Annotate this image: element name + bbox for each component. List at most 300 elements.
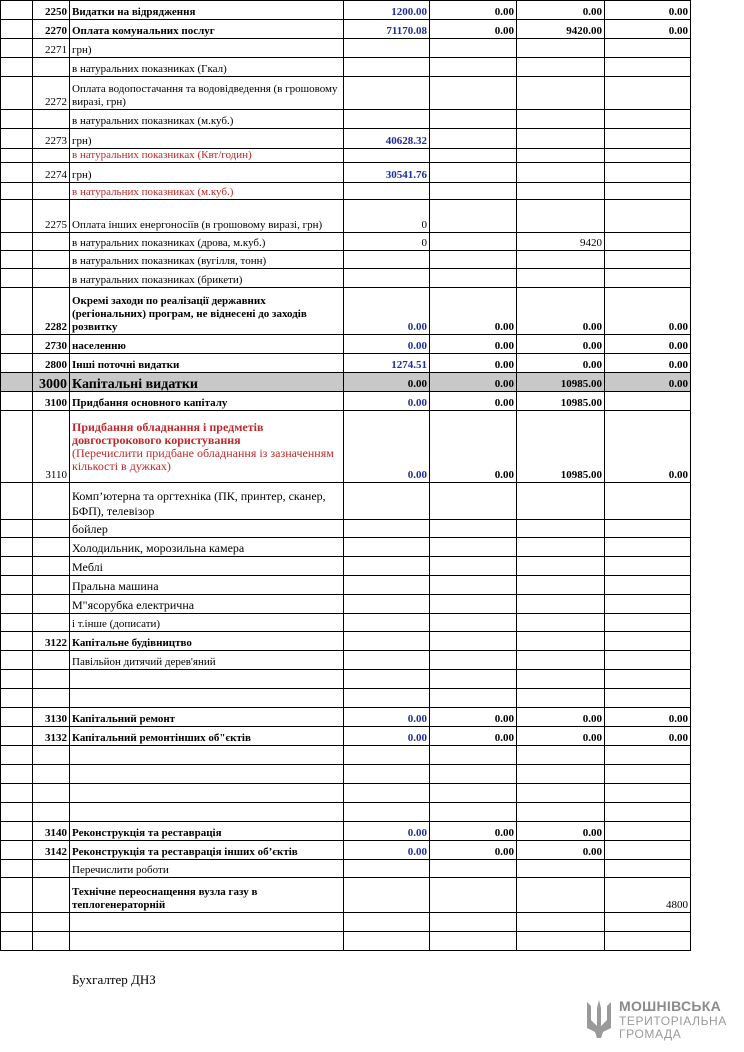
table-row	[1, 373, 691, 392]
row-spacer-cell	[1, 20, 33, 39]
code-cell: 2272	[33, 77, 70, 110]
code-cell	[33, 483, 70, 520]
value-cell-2	[430, 483, 517, 520]
name-cell: Реконструкція та реставрація інших об’єктів	[70, 841, 344, 860]
code-cell: 3140	[33, 822, 70, 841]
logo-line-3: ГРОМАДА	[619, 1027, 682, 1041]
value-cell-1	[344, 557, 430, 576]
value-cell-2	[430, 651, 517, 670]
value-cell-3	[517, 784, 605, 803]
table-row	[1, 77, 691, 110]
name-cell: Капітальне будівництво	[70, 632, 344, 651]
code-cell	[33, 614, 70, 632]
value-cell-2	[430, 878, 517, 913]
value-cell-4	[605, 538, 691, 557]
value-cell-1: 1200.00	[344, 1, 430, 20]
name-cell: Павільйон дитячий дерев'яний	[70, 651, 344, 670]
value-cell-1: 0	[344, 233, 430, 251]
code-cell	[33, 746, 70, 765]
code-cell	[33, 251, 70, 269]
code-cell: 2270	[33, 20, 70, 39]
code-cell: 2282	[33, 288, 70, 335]
code-cell	[33, 932, 70, 951]
code-cell	[33, 233, 70, 251]
value-cell-4	[605, 233, 691, 251]
row-spacer-cell	[1, 129, 33, 149]
code-cell: 3122	[33, 632, 70, 651]
value-cell-3	[517, 803, 605, 822]
table-row	[1, 163, 691, 183]
row-spacer-cell	[1, 913, 33, 932]
name-cell: Капітальний ремонт	[70, 708, 344, 727]
value-cell-3: 0.00	[517, 335, 605, 354]
row-spacer-cell	[1, 576, 33, 595]
value-cell-1	[344, 860, 430, 878]
row-spacer-cell	[1, 58, 33, 77]
table-row	[1, 708, 691, 727]
row-spacer-cell	[1, 110, 33, 129]
name-cell: Технічне переоснащення вузла газу в теплогенераторній	[70, 878, 344, 913]
name-cell	[70, 411, 344, 483]
name-cell: Реконструкція та реставрація	[70, 822, 344, 841]
name-cell	[70, 784, 344, 803]
value-cell-3	[517, 765, 605, 784]
value-cell-4	[605, 520, 691, 538]
value-cell-1	[344, 595, 430, 614]
value-cell-1: 30541.76	[344, 163, 430, 183]
name-cell: Інші поточні видатки	[70, 354, 344, 373]
name-cell: Меблі	[70, 557, 344, 576]
value-cell-1	[344, 538, 430, 557]
value-cell-2: 0.00	[430, 392, 517, 411]
value-cell-4	[605, 841, 691, 860]
code-cell	[33, 269, 70, 288]
row-spacer-cell	[1, 932, 33, 951]
code-cell	[33, 576, 70, 595]
value-cell-4: 0.00	[605, 411, 691, 483]
value-cell-1	[344, 520, 430, 538]
table-row	[1, 392, 691, 411]
value-cell-1: 0.00	[344, 822, 430, 841]
value-cell-2	[430, 689, 517, 708]
value-cell-2: 0.00	[430, 841, 517, 860]
code-cell	[33, 913, 70, 932]
value-cell-4: 4800	[605, 878, 691, 913]
table-row	[1, 288, 691, 335]
value-cell-4: 0.00	[605, 1, 691, 20]
code-cell	[33, 595, 70, 614]
code-cell	[33, 58, 70, 77]
name-cell: Видатки на відрядження	[70, 1, 344, 20]
table-row	[1, 269, 691, 288]
table-row	[1, 689, 691, 708]
value-cell-3	[517, 269, 605, 288]
table-row	[1, 932, 691, 951]
name-cell	[70, 689, 344, 708]
value-cell-1	[344, 878, 430, 913]
value-cell-2	[430, 58, 517, 77]
value-cell-3	[517, 595, 605, 614]
value-cell-1	[344, 746, 430, 765]
value-cell-2	[430, 765, 517, 784]
table-row	[1, 110, 691, 129]
value-cell-3	[517, 576, 605, 595]
table-row	[1, 183, 691, 200]
row-spacer-cell	[1, 39, 33, 58]
value-cell-3	[517, 860, 605, 878]
value-cell-2	[430, 183, 517, 200]
value-cell-2	[430, 557, 517, 576]
value-cell-3: 0.00	[517, 288, 605, 335]
value-cell-4	[605, 163, 691, 183]
row-spacer-cell	[1, 614, 33, 632]
table-row	[1, 860, 691, 878]
row-spacer-cell	[1, 233, 33, 251]
code-cell	[33, 784, 70, 803]
value-cell-1	[344, 803, 430, 822]
code-cell: 3110	[33, 411, 70, 483]
row-spacer-cell	[1, 335, 33, 354]
row-spacer-cell	[1, 288, 33, 335]
value-cell-4: 0.00	[605, 727, 691, 746]
table-row	[1, 913, 691, 932]
value-cell-4	[605, 392, 691, 411]
value-cell-1	[344, 77, 430, 110]
value-cell-1	[344, 483, 430, 520]
code-cell: 3100	[33, 392, 70, 411]
table-row	[1, 411, 691, 483]
name-cell: в натуральних показниках (м.куб.)	[70, 110, 344, 129]
row-spacer-cell	[1, 727, 33, 746]
value-cell-4	[605, 149, 691, 163]
value-cell-4	[605, 129, 691, 149]
value-cell-3	[517, 689, 605, 708]
value-cell-1	[344, 784, 430, 803]
name-cell	[70, 913, 344, 932]
value-cell-3	[517, 110, 605, 129]
table-row	[1, 746, 691, 765]
name-note: (Перечислити придбане обладнання із зазначенням кількості в дужках)	[72, 445, 334, 473]
value-cell-2	[430, 784, 517, 803]
table-row	[1, 20, 691, 39]
code-cell	[33, 538, 70, 557]
table-row	[1, 878, 691, 913]
name-cell: в натуральних показниках (брикети)	[70, 269, 344, 288]
code-cell: 3000	[33, 373, 70, 392]
value-cell-2	[430, 77, 517, 110]
value-cell-3: 10985.00	[517, 411, 605, 483]
row-spacer-cell	[1, 803, 33, 822]
value-cell-3: 0.00	[517, 841, 605, 860]
row-spacer-cell	[1, 651, 33, 670]
row-spacer-cell	[1, 269, 33, 288]
name-cell: Комп’ютерна та оргтехніка (ПК, принтер, сканер, БФП), телевізор	[70, 483, 344, 520]
value-cell-2: 0.00	[430, 708, 517, 727]
row-spacer-cell	[1, 878, 33, 913]
value-cell-3	[517, 58, 605, 77]
value-cell-1	[344, 765, 430, 784]
name-cell: Капітальний ремонтінших об"єктів	[70, 727, 344, 746]
table-row	[1, 841, 691, 860]
name-cell: Пральна машина	[70, 576, 344, 595]
row-spacer-cell	[1, 595, 33, 614]
value-cell-4	[605, 614, 691, 632]
value-cell-2	[430, 110, 517, 129]
logo-line-2: ТЕРИТОРІАЛЬНА	[619, 1014, 727, 1028]
accountant-signature: Бухгалтер ДНЗ	[72, 972, 156, 987]
value-cell-3	[517, 651, 605, 670]
table-row	[1, 576, 691, 595]
row-spacer-cell	[1, 77, 33, 110]
value-cell-3	[517, 557, 605, 576]
value-cell-1	[344, 689, 430, 708]
code-cell	[33, 520, 70, 538]
row-spacer-cell	[1, 149, 33, 163]
value-cell-1: 0.00	[344, 335, 430, 354]
value-cell-1	[344, 149, 430, 163]
table-row	[1, 1, 691, 20]
table-row	[1, 335, 691, 354]
name-primary: Придбання обладнання і предметів довгострокового користування	[72, 419, 264, 447]
budget-table-body	[1, 1, 691, 951]
name-cell: М"ясорубка електрична	[70, 595, 344, 614]
value-cell-3	[517, 670, 605, 689]
logo-line-1: МОШНІВСЬКА	[619, 998, 722, 1014]
value-cell-1: 0.00	[344, 841, 430, 860]
row-spacer-cell	[1, 784, 33, 803]
name-cell: в натуральних показниках (Квт/годин)	[70, 149, 344, 163]
table-row	[1, 632, 691, 651]
value-cell-2: 0.00	[430, 335, 517, 354]
value-cell-4	[605, 932, 691, 951]
row-spacer-cell	[1, 373, 33, 392]
value-cell-3	[517, 163, 605, 183]
table-row	[1, 200, 691, 233]
value-cell-1	[344, 913, 430, 932]
code-cell	[33, 670, 70, 689]
value-cell-3	[517, 538, 605, 557]
code-cell: 2273	[33, 129, 70, 149]
name-cell: Оплата комунальних послуг	[70, 20, 344, 39]
trident-icon	[584, 998, 614, 1040]
value-cell-2: 0.00	[430, 1, 517, 20]
value-cell-2	[430, 803, 517, 822]
table-row	[1, 233, 691, 251]
code-cell	[33, 149, 70, 163]
table-row	[1, 727, 691, 746]
name-cell: населенню	[70, 335, 344, 354]
value-cell-2	[430, 251, 517, 269]
value-cell-2	[430, 520, 517, 538]
value-cell-1: 0.00	[344, 708, 430, 727]
value-cell-1: 0.00	[344, 373, 430, 392]
value-cell-2	[430, 163, 517, 183]
name-cell	[70, 932, 344, 951]
value-cell-4	[605, 595, 691, 614]
value-cell-1	[344, 632, 430, 651]
code-cell: 2274	[33, 163, 70, 183]
table-row	[1, 354, 691, 373]
value-cell-2	[430, 269, 517, 288]
row-spacer-cell	[1, 860, 33, 878]
value-cell-3	[517, 483, 605, 520]
row-spacer-cell	[1, 841, 33, 860]
table-row	[1, 129, 691, 149]
value-cell-3	[517, 913, 605, 932]
code-cell: 2275	[33, 200, 70, 233]
table-row	[1, 822, 691, 841]
code-cell: 3130	[33, 708, 70, 727]
table-row	[1, 803, 691, 822]
value-cell-4	[605, 77, 691, 110]
code-cell	[33, 557, 70, 576]
value-cell-2	[430, 614, 517, 632]
code-cell	[33, 878, 70, 913]
value-cell-1: 0.00	[344, 727, 430, 746]
row-spacer-cell	[1, 200, 33, 233]
row-spacer-cell	[1, 746, 33, 765]
value-cell-1	[344, 110, 430, 129]
name-cell: грн)	[70, 39, 344, 58]
value-cell-2	[430, 632, 517, 651]
value-cell-3: 9420	[517, 233, 605, 251]
name-cell: Придбання основного капіталу	[70, 392, 344, 411]
code-cell	[33, 860, 70, 878]
name-cell: грн)	[70, 129, 344, 149]
table-row	[1, 483, 691, 520]
name-cell: Оплата інших енергоносіїв (в грошовому виразі, грн)	[70, 200, 344, 233]
name-cell: в натуральних показниках (м.куб.)	[70, 183, 344, 200]
row-spacer-cell	[1, 557, 33, 576]
name-cell: грн)	[70, 163, 344, 183]
value-cell-1	[344, 576, 430, 595]
name-cell: в натуральних показниках (дрова, м.куб.)	[70, 233, 344, 251]
value-cell-4	[605, 651, 691, 670]
code-cell: 2730	[33, 335, 70, 354]
value-cell-3	[517, 520, 605, 538]
value-cell-1	[344, 183, 430, 200]
value-cell-4	[605, 784, 691, 803]
value-cell-2: 0.00	[430, 822, 517, 841]
value-cell-1	[344, 58, 430, 77]
value-cell-4	[605, 576, 691, 595]
value-cell-4: 0.00	[605, 288, 691, 335]
value-cell-4	[605, 483, 691, 520]
value-cell-4	[605, 557, 691, 576]
name-cell	[70, 803, 344, 822]
row-spacer-cell	[1, 822, 33, 841]
value-cell-4	[605, 913, 691, 932]
code-cell	[33, 689, 70, 708]
value-cell-2: 0.00	[430, 373, 517, 392]
value-cell-2	[430, 149, 517, 163]
value-cell-2	[430, 200, 517, 233]
name-cell: Капітальні видатки	[70, 373, 344, 392]
value-cell-4	[605, 632, 691, 651]
value-cell-2	[430, 913, 517, 932]
value-cell-2	[430, 233, 517, 251]
value-cell-4: 0.00	[605, 708, 691, 727]
name-cell: Окремі заходи по реалізації державних (регіональних) програм, не віднесені до заходів розвитку	[70, 288, 344, 335]
community-logo	[584, 998, 734, 1044]
value-cell-2	[430, 670, 517, 689]
name-cell: Холодильник, морозильна камера	[70, 538, 344, 557]
row-spacer-cell	[1, 183, 33, 200]
value-cell-3	[517, 183, 605, 200]
row-spacer-cell	[1, 483, 33, 520]
value-cell-4	[605, 200, 691, 233]
value-cell-3	[517, 200, 605, 233]
table-row	[1, 651, 691, 670]
table-row	[1, 58, 691, 77]
value-cell-4	[605, 110, 691, 129]
code-cell: 3132	[33, 727, 70, 746]
row-spacer-cell	[1, 392, 33, 411]
value-cell-2	[430, 746, 517, 765]
name-cell: Перечислити роботи	[70, 860, 344, 878]
table-row	[1, 670, 691, 689]
name-cell: Оплата водопостачання та водовідведення (в грошовому виразі, грн)	[70, 77, 344, 110]
table-row	[1, 784, 691, 803]
name-cell	[70, 765, 344, 784]
value-cell-2: 0.00	[430, 20, 517, 39]
row-spacer-cell	[1, 1, 33, 20]
value-cell-3	[517, 149, 605, 163]
row-spacer-cell	[1, 411, 33, 483]
name-cell	[70, 670, 344, 689]
value-cell-3: 10985.00	[517, 373, 605, 392]
value-cell-4	[605, 58, 691, 77]
value-cell-1	[344, 651, 430, 670]
value-cell-3: 0.00	[517, 727, 605, 746]
value-cell-1: 0.00	[344, 288, 430, 335]
table-row	[1, 149, 691, 163]
value-cell-1: 0	[344, 200, 430, 233]
table-row	[1, 595, 691, 614]
value-cell-4	[605, 803, 691, 822]
value-cell-4: 0.00	[605, 354, 691, 373]
code-cell: 2250	[33, 1, 70, 20]
value-cell-4: 0.00	[605, 20, 691, 39]
value-cell-3: 9420.00	[517, 20, 605, 39]
value-cell-4: 0.00	[605, 335, 691, 354]
row-spacer-cell	[1, 689, 33, 708]
code-cell	[33, 803, 70, 822]
value-cell-1	[344, 269, 430, 288]
table-row	[1, 557, 691, 576]
value-cell-3: 0.00	[517, 1, 605, 20]
value-cell-3	[517, 878, 605, 913]
value-cell-4	[605, 251, 691, 269]
value-cell-2	[430, 576, 517, 595]
value-cell-3	[517, 39, 605, 58]
row-spacer-cell	[1, 765, 33, 784]
value-cell-4	[605, 860, 691, 878]
value-cell-4	[605, 822, 691, 841]
value-cell-1	[344, 251, 430, 269]
value-cell-1	[344, 39, 430, 58]
value-cell-4	[605, 765, 691, 784]
name-cell: в натуральних показниках (Гкал)	[70, 58, 344, 77]
value-cell-3: 10985.00	[517, 392, 605, 411]
name-cell	[70, 746, 344, 765]
value-cell-1: 0.00	[344, 392, 430, 411]
row-spacer-cell	[1, 251, 33, 269]
value-cell-3: 0.00	[517, 708, 605, 727]
code-cell	[33, 183, 70, 200]
value-cell-2: 0.00	[430, 411, 517, 483]
value-cell-1: 71170.08	[344, 20, 430, 39]
